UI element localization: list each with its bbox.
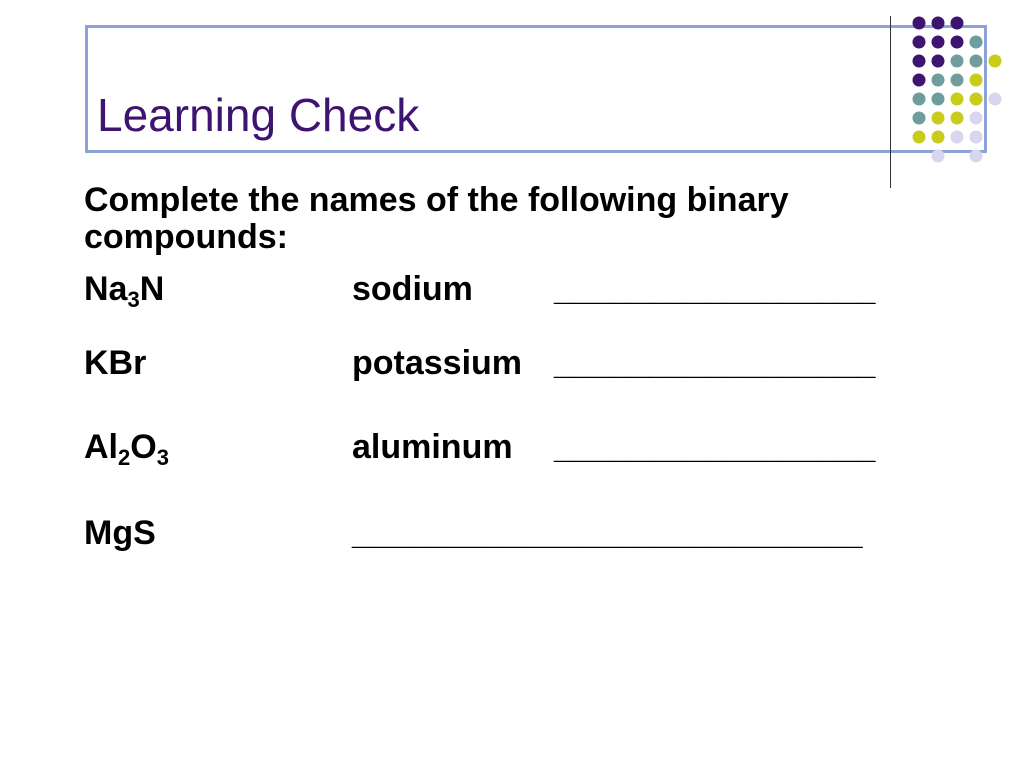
formula-mgs <box>84 516 156 550</box>
answer-blank-3: _________________ <box>554 428 876 466</box>
decorative-dot <box>989 55 1002 68</box>
name-start-sodium: sodium <box>352 270 473 308</box>
formula-subscript: 2 <box>118 445 131 470</box>
formula-part: KBr <box>84 344 147 382</box>
vertical-divider <box>890 16 891 188</box>
instructions-text: Complete the names of the following binary compounds: <box>84 181 789 256</box>
decorative-dot <box>989 93 1002 106</box>
formula-part: N <box>139 270 165 308</box>
formula-kbr <box>84 346 146 380</box>
answer-blank-4: ___________________________ <box>352 514 863 552</box>
formula-part: Na <box>84 270 128 308</box>
slide-title: Learning Check <box>97 89 420 141</box>
name-start-potassium: potassium <box>352 344 523 382</box>
answer-blank-1: _________________ <box>554 270 876 308</box>
answer-blank-2: _________________ <box>554 344 876 382</box>
formula-part: MgS <box>84 514 156 552</box>
formula-subscript: 3 <box>127 287 140 312</box>
formula-al2o3 <box>84 428 169 470</box>
formula-subscript: 3 <box>156 445 169 470</box>
formula-part: O <box>130 428 157 466</box>
formula-part: Al <box>84 428 118 466</box>
name-start-aluminum: aluminum <box>352 428 513 466</box>
formula-na3n <box>84 270 165 312</box>
